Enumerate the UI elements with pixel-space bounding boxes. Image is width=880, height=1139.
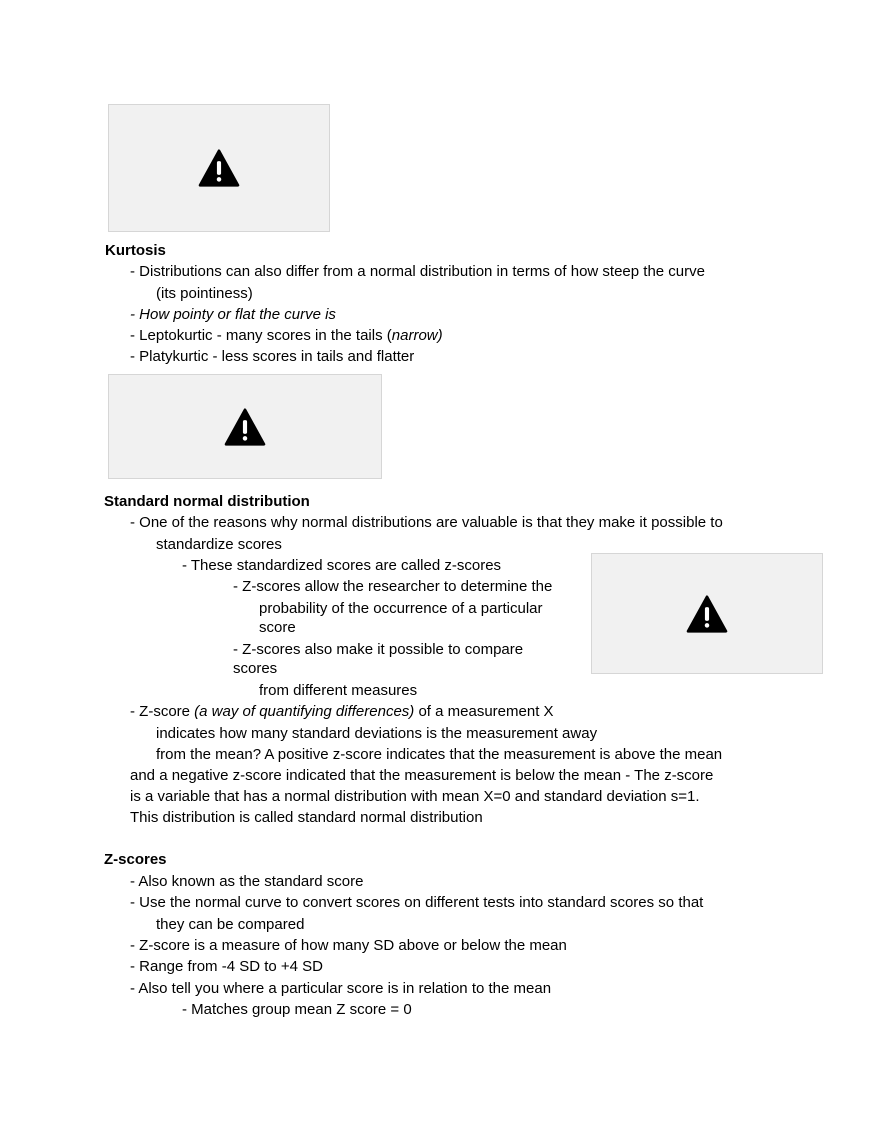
snd-line-13: and a negative z-score indicated that the measurement is below the mean - The z-score: [130, 767, 714, 784]
snd-line-14: is a variable that has a normal distribution with mean X=0 and standard deviation s=1.: [130, 788, 700, 805]
snd-line-1: - One of the reasons why normal distributions are valuable is that they make it possible to: [130, 514, 723, 531]
image-placeholder-1: [108, 104, 330, 232]
snd-line-10: - Z-score (a way of quantifying differences) of a measurement X: [130, 703, 554, 720]
snd-line-15: This distribution is called standard normal distribution: [130, 809, 483, 826]
kurtosis-item-1-line-2: (its pointiness): [156, 285, 253, 302]
kurtosis-item-1-line-1: - Distributions can also differ from a normal distribution in terms of how steep the curve: [130, 263, 705, 280]
snd-line-6: score: [259, 619, 296, 636]
snd-line-4: - Z-scores allow the researcher to determine the: [233, 578, 553, 595]
zscores-line-6: - Also tell you where a particular score is in relation to the mean: [130, 980, 552, 997]
zscores-line-2: - Use the normal curve to convert scores on different tests into standard scores so that: [130, 894, 704, 911]
zscores-line-7: - Matches group mean Z score = 0: [182, 1001, 412, 1018]
zscores-line-1: - Also known as the standard score: [130, 873, 364, 890]
image-placeholder-2: [108, 374, 382, 479]
snd-line-11: indicates how many standard deviations is the measurement away: [156, 725, 598, 742]
zscores-line-3: they can be compared: [156, 916, 305, 933]
kurtosis-item-3: - Leptokurtic - many scores in the tails (narrow): [130, 327, 443, 344]
image-placeholder-3: [591, 553, 823, 674]
zscores-line-4: - Z-score is a measure of how many SD above or below the mean: [130, 937, 567, 954]
snd-line-5: probability of the occurrence of a particular: [259, 600, 543, 617]
snd-line-2: standardize scores: [156, 536, 282, 553]
snd-line-7: - Z-scores also make it possible to compare: [233, 641, 524, 658]
snd-line-8: scores: [233, 660, 278, 677]
warning-icon: [224, 408, 266, 446]
snd-line-9: from different measures: [259, 682, 418, 699]
warning-icon: [686, 595, 728, 633]
kurtosis-item-2: - How pointy or flat the curve is: [130, 306, 336, 323]
zscores-line-5: - Range from -4 SD to +4 SD: [130, 958, 323, 975]
snd-line-3: - These standardized scores are called z-scores: [182, 557, 502, 574]
warning-icon: [198, 149, 240, 187]
kurtosis-item-4: - Platykurtic - less scores in tails and flatter: [130, 348, 415, 365]
snd-line-12: from the mean? A positive z-score indicates that the measurement is above the mean: [156, 746, 723, 763]
zscores-heading: Z-scores: [104, 851, 167, 868]
kurtosis-heading: Kurtosis: [105, 242, 166, 259]
snd-heading: Standard normal distribution: [104, 493, 310, 510]
